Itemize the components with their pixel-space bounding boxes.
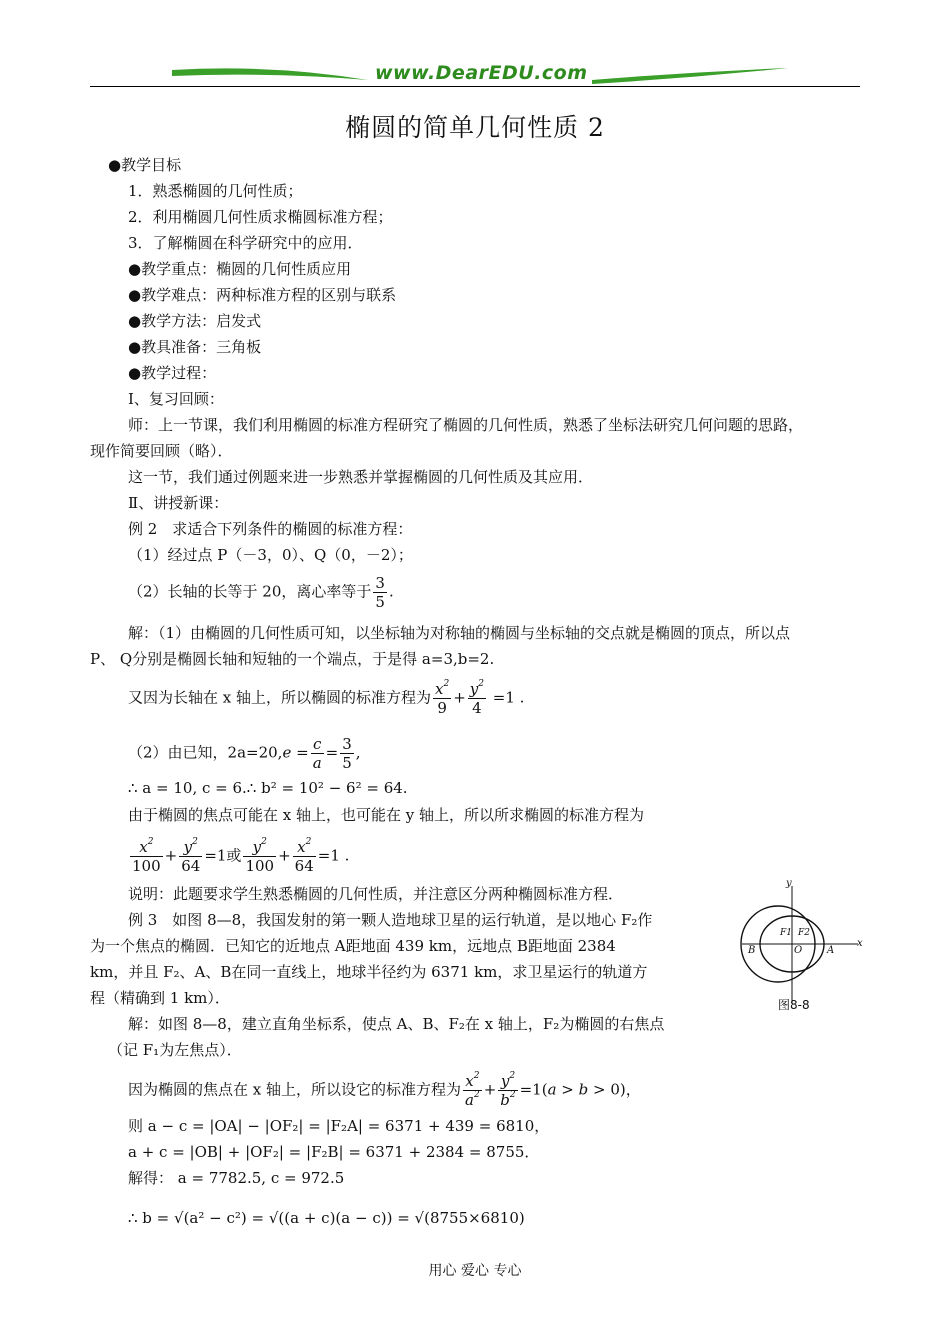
equation-fraction: $\frac{y^2}{64}$ <box>181 837 201 875</box>
focus-f2-label: F2 <box>798 928 810 938</box>
focus-f1-label: F1 <box>780 928 792 938</box>
example-3-solution-3-text: 因为椭圆的焦点在 x 轴上，所以设它的标准方程为 <box>128 1080 461 1099</box>
review-paragraph-cont: 现作简要回顾（略）． <box>90 442 233 460</box>
equation-fraction: $\frac{x^2}{100}$ <box>132 837 161 875</box>
equation-fraction: $\frac{x^2}{64}$ <box>294 837 314 875</box>
equation-fraction: $\frac{c}{a}$ <box>312 735 322 772</box>
solution-1-line-1: 解：（1）由椭圆的几何性质可知，以坐标轴为对称轴的椭圆与坐标轴的交点就是椭圆的顶点，所以点 <box>128 624 791 642</box>
example-2-condition-2: （2）长轴的长等于 20，离心率等于 $\frac{3}{5}$ . <box>128 574 394 611</box>
meta-item: ●教学难点：两种标准方程的区别与联系 <box>128 286 397 304</box>
example-3-b-expression: ∴ b = √(a² − c²) = √((a + c)(a − c)) = √(8755×6810) <box>128 1209 525 1227</box>
header-rule <box>90 86 860 87</box>
example-3-equation-1: 则 a − c = |OA| − |OF₂| = |F₂A| = 6371 + 439 = 6810， <box>128 1117 550 1135</box>
page-header <box>90 58 860 90</box>
figure-8-8 <box>740 878 865 1018</box>
solution-2-line-2: ∴ a = 10, c = 6.∴ b² = 10² − 6² = 64. <box>128 779 408 797</box>
review-paragraph-2: 这一节，我们通过例题来进一步熟悉并掌握椭圆的几何性质及其应用． <box>128 468 594 486</box>
axis-x-label: x <box>857 938 863 949</box>
example-3-solution-3: 因为椭圆的焦点在 x 轴上，所以设它的标准方程为 $\frac{x^2}{a^2}$ + $\frac{y^2}{b^2}$ =1(a > b > 0)， <box>128 1071 641 1109</box>
eccentricity-fraction: $\frac{3}{5}$ <box>375 574 385 611</box>
review-paragraph: 师：上一节课，我们利用椭圆的标准方程研究了椭圆的几何性质，熟悉了坐标法研究几何问题的思路， <box>128 416 804 434</box>
equation-fraction: $\frac{x^2}{9}$ <box>435 679 450 717</box>
condition-2-text: （2）长轴的长等于 20，离心率等于 <box>128 582 372 601</box>
example-3-line-1: 例 3 如图 8—8，我国发射的第一颗人造地球卫星的运行轨道，是以地心 F₂作 <box>128 911 653 929</box>
page-title: 椭圆的简单几何性质 2 <box>345 113 605 142</box>
solution-1-line-3: 又因为长轴在 x 轴上，所以椭圆的标准方程为 $\frac{x^2}{9}$ + $\frac{y^2}{4}$ =1 . <box>128 679 525 717</box>
right-swoosh-icon <box>590 62 790 88</box>
goal-item: 2．利用椭圆几何性质求椭圆标准方程； <box>128 208 393 226</box>
meta-item: ●教学重点：椭圆的几何性质应用 <box>128 260 352 278</box>
point-b-label: B <box>748 945 756 956</box>
brand-logo: www.DearEDU.com <box>375 62 588 84</box>
point-a-label: A <box>827 945 835 956</box>
goal-item: 1．熟悉椭圆的几何性质； <box>128 182 303 200</box>
example-3-line-3: km，并且 F₂、A、B在同一直线上，地球半径约为 6371 km，求卫星运行的轨道方 <box>90 963 648 981</box>
example-3-line-2: 为一个焦点的椭圆．已知它的近地点 A距地面 439 km，远地点 B距地面 2384 <box>90 937 616 955</box>
solution-2-line-3: 由于椭圆的焦点可能在 x 轴上，也可能在 y 轴上，所以所求椭圆的标准方程为 <box>128 806 645 824</box>
review-heading: Ⅰ、复习回顾： <box>128 390 224 408</box>
section-goal: ●教学目标 <box>108 156 182 174</box>
example-2-title: 例 2 求适合下列条件的椭圆的标准方程： <box>128 520 413 538</box>
meta-item: ●教学方法：启发式 <box>128 312 262 330</box>
solution-1-line-2: P、 Q分别是椭圆长轴和短轴的一个端点，于是得 a=3,b=2. <box>90 650 495 668</box>
equation-fraction: $\frac{y^2}{100}$ <box>245 837 275 875</box>
solution-2-equations: $\frac{x^2}{100}$ + $\frac{y^2}{64}$ =1或 $\frac{y^2}{100}$ + $\frac{x^2}{64}$ =1 . <box>132 837 350 875</box>
example-2-condition-1: （1）经过点 P（－3，0）、Q（0，－2）； <box>128 546 413 564</box>
equation-fraction: $\frac{y^2}{4}$ <box>469 679 484 717</box>
equation-fraction: $\frac{3}{5}$ <box>342 735 352 772</box>
origin-label: O <box>794 945 803 956</box>
equation-fraction: $\frac{y^2}{b^2}$ <box>500 1071 516 1109</box>
example-3-equation-2: a + c = |OB| + |OF₂| = |F₂B| = 6371 + 2384 = 8755． <box>128 1143 540 1161</box>
solution-2-line-1: （2）由已知，2a=20,e = $\frac{c}{a}$ = $\frac{3}{5}$ , <box>128 735 361 772</box>
new-lesson-heading: Ⅱ、讲授新课： <box>128 494 229 512</box>
goal-item: 3．了解椭圆在科学研究中的应用． <box>128 234 363 252</box>
solution-1-text: 又因为长轴在 x 轴上，所以椭圆的标准方程为 <box>128 688 431 707</box>
left-swoosh-icon <box>170 62 370 88</box>
meta-item: ●教学过程： <box>128 364 217 382</box>
page-footer: 用心 爱心 专心 <box>428 1263 522 1279</box>
axis-y-label: y <box>786 878 792 889</box>
example-3-solved: 解得： a = 7782.5, c = 972.5 <box>128 1169 345 1187</box>
example-3-line-4: 程（精确到 1 km）． <box>90 989 230 1007</box>
figure-caption: 图8-8 <box>778 998 810 1012</box>
example-3-solution-2: （记 F₁为左焦点）． <box>108 1041 242 1059</box>
solution-2-text: （2）由已知，2a=20, <box>128 743 283 762</box>
meta-item: ●教具准备：三角板 <box>128 338 262 356</box>
example-2-note: 说明：此题要求学生熟悉椭圆的几何性质，并注意区分两种椭圆标准方程． <box>128 885 624 903</box>
equation-fraction: $\frac{x^2}{a^2}$ <box>465 1071 480 1109</box>
example-3-solution-1: 解：如图 8—8，建立直角坐标系，使点 A、B、F₂在 x 轴上，F₂为椭圆的右焦点 <box>128 1015 665 1033</box>
